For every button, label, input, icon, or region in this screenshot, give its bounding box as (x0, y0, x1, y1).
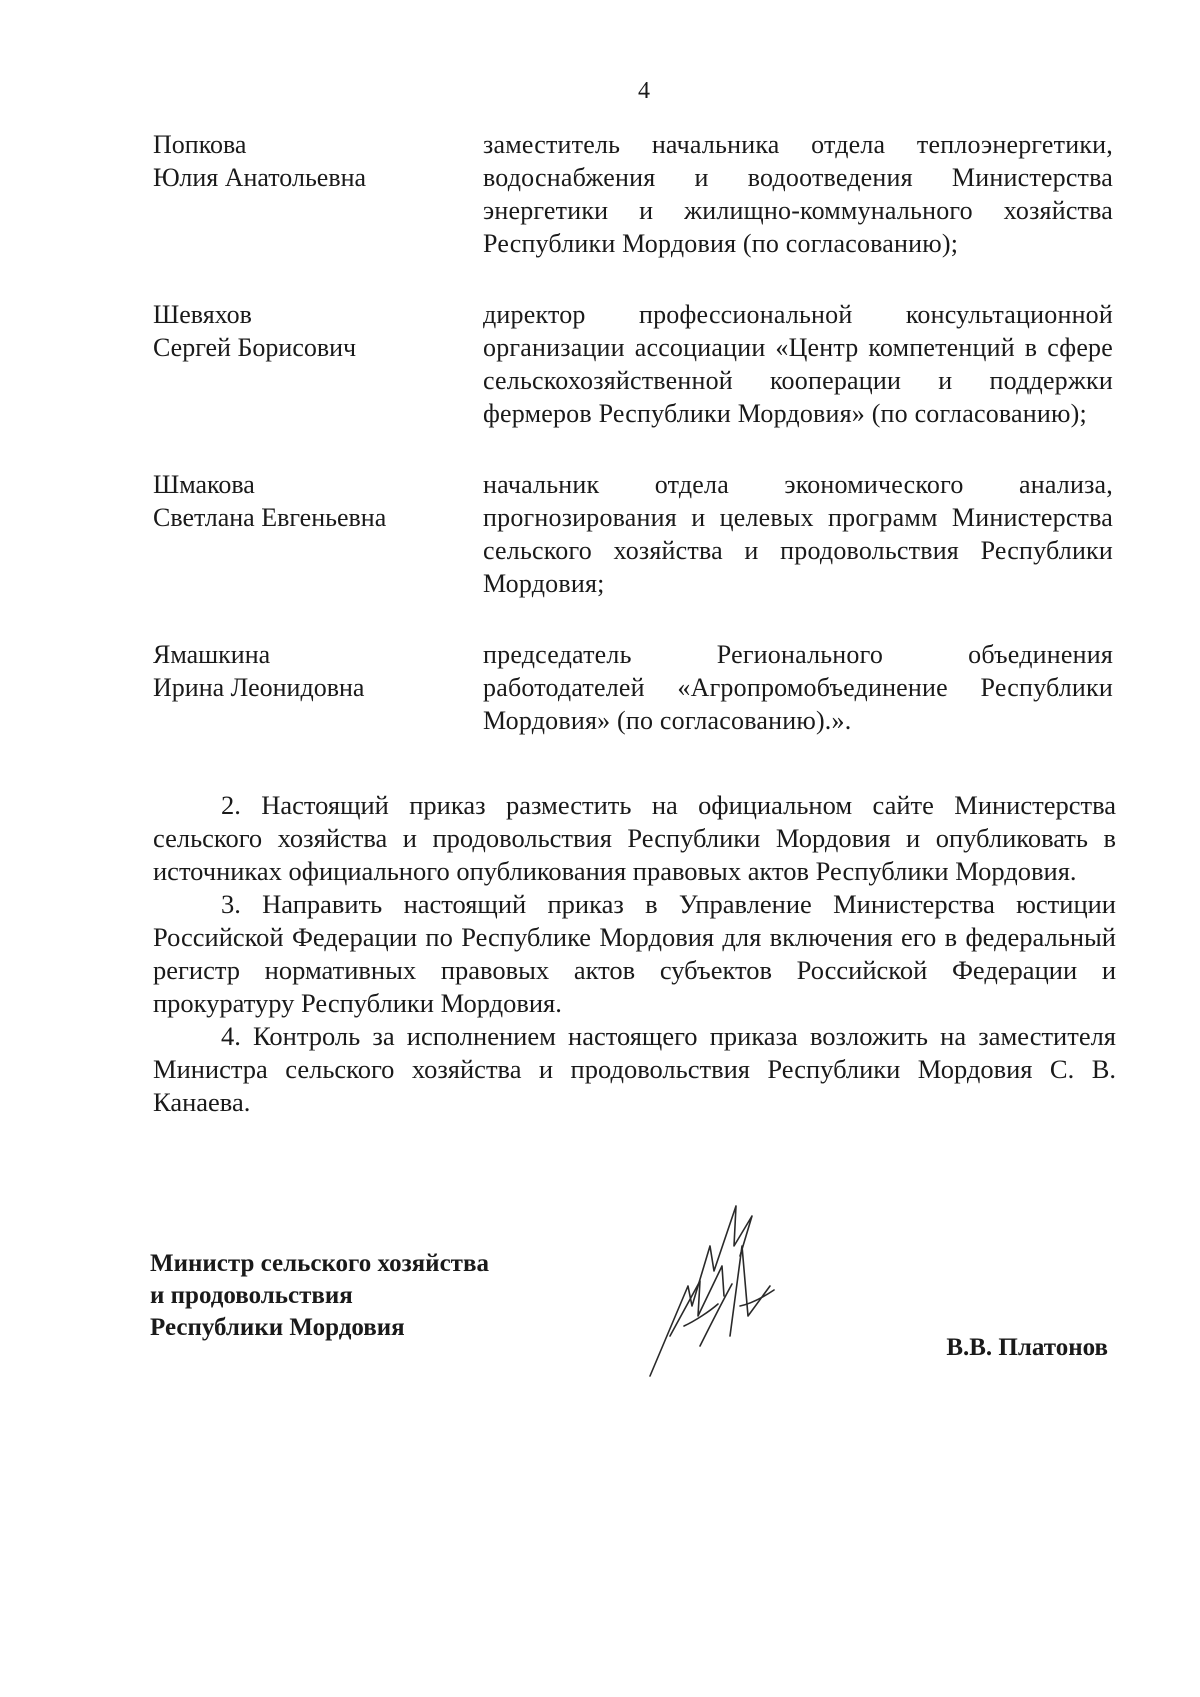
member-name (153, 638, 483, 737)
member-surname: Попкова (153, 130, 247, 159)
member-given-name: Светлана Евгеньевна (153, 503, 387, 532)
member-entry (153, 298, 1118, 430)
member-entry (153, 638, 1118, 737)
handwritten-signature (640, 1186, 790, 1386)
signer-title (150, 1248, 489, 1344)
member-role: директор профессиональной консультационной организации ассоциации «Центр компетенций в сфере сельскохозяйственной кооперации и поддержки фермеров Республики Мордовия» (по согласованию); (483, 300, 1113, 428)
clause-2: 2. Настоящий приказ разместить на официальном сайте Министерства сельского хозяйства и продовольствия Республики Мордовия и опубликовать в источниках официального опубликования правовых актов Республики Мордовия. (153, 790, 1116, 886)
order-clauses (153, 789, 1116, 1119)
member-given-name: Юлия Анатольевна (153, 163, 367, 192)
member-given-name: Ирина Леонидовна (153, 673, 365, 702)
clause-4: 4. Контроль за исполнением настоящего приказа возложить на заместителя Министра сельского хозяйства и продовольствия Республики Мордовия С. В. Канаева. (153, 1021, 1116, 1117)
signer-title-line: Республики Мордовия (150, 1314, 405, 1341)
signer-title-line: и продовольствия (150, 1282, 353, 1309)
member-entry (153, 128, 1118, 260)
page-number: 4 (638, 78, 650, 104)
member-role: заместитель начальника отдела теплоэнергетики, водоснабжения и водоотведения Министерства энергетики и жилищно-коммунального хозяйства Республики Мордовия (по согласованию); (483, 130, 1113, 258)
member-surname: Шевяхов (153, 300, 252, 329)
signer-title-line: Министр сельского хозяйства (150, 1250, 489, 1277)
member-name (153, 298, 483, 430)
member-name (153, 468, 483, 600)
member-given-name: Сергей Борисович (153, 333, 357, 362)
commission-members-list (153, 128, 1118, 737)
signer-name: В.В. Платонов (946, 1334, 1108, 1361)
member-role: начальник отдела экономического анализа, прогнозирования и целевых программ Министерства сельского хозяйства и продовольствия Республики Мордовия; (483, 470, 1113, 598)
member-entry (153, 468, 1118, 600)
member-name (153, 128, 483, 260)
member-surname: Ямашкина (153, 640, 271, 669)
clause-3: 3. Направить настоящий приказ в Управление Министерства юстиции Российской Федерации по Республике Мордовия для включения его в федеральный регистр нормативных правовых актов субъектов Российской Федерации и прокуратуру Республики Мордовия. (153, 889, 1116, 1018)
signature-block (150, 1248, 1120, 1398)
member-surname: Шмакова (153, 470, 255, 499)
member-role: председатель Регионального объединения работодателей «Агропромобъединение Республики Мордовия» (по согласованию).». (483, 640, 1113, 735)
